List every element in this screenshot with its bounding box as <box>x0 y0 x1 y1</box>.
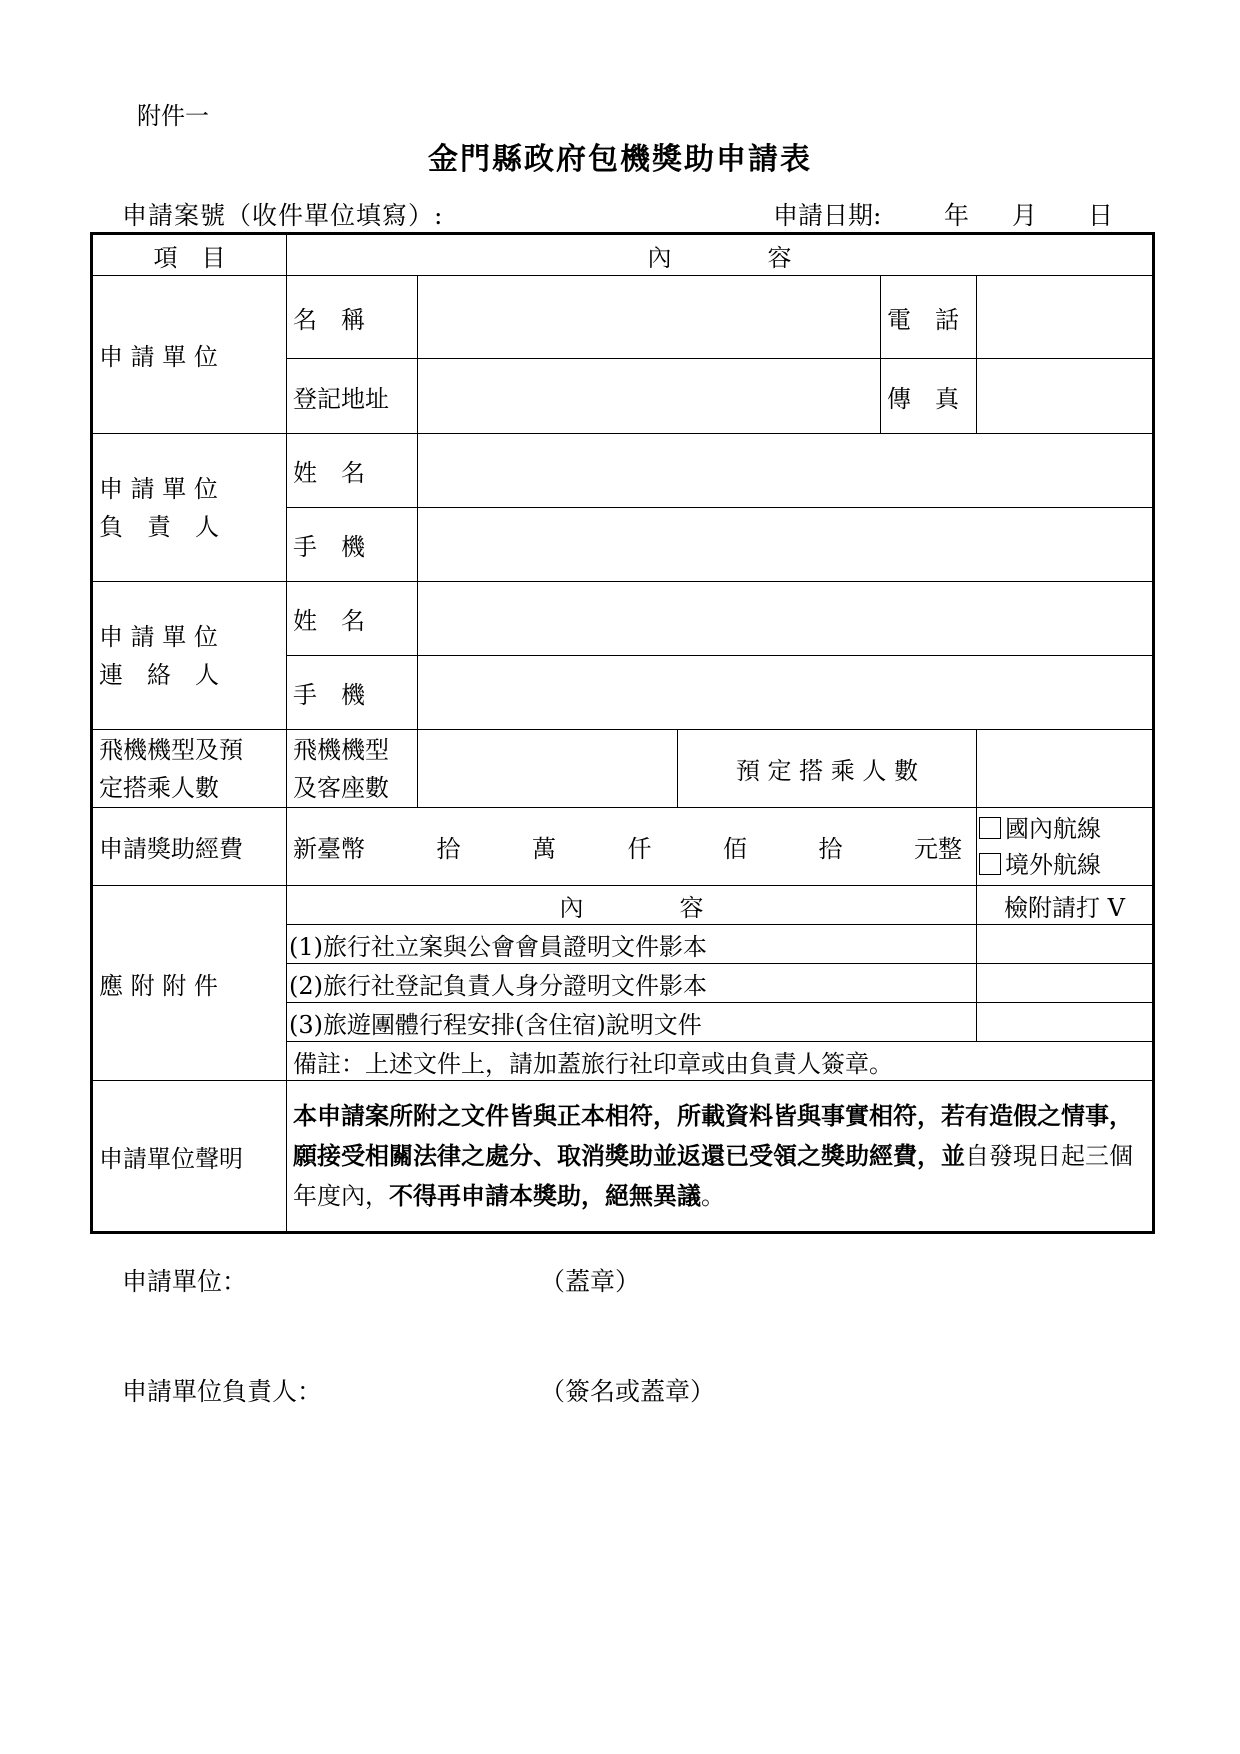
fax-label: 傳 真 <box>881 359 977 434</box>
contact-mobile-label: 手 機 <box>287 656 418 730</box>
passenger-count-field[interactable] <box>977 730 1154 808</box>
date-year-label: 年 <box>944 201 970 230</box>
unit-hundred: 佰 <box>723 835 747 863</box>
declaration-bold-part1: 本申請案所附之文件皆與正本相符，所載資料皆與事實相符，若有造假之情事，願接受相關法律之處分、取消獎助並返還已受領之獎助經費，並 <box>293 1101 1133 1170</box>
unit-dollars: 元整 <box>914 835 962 863</box>
contact-label-line1: 申 請 單 位 <box>99 622 218 651</box>
aircraft-type-label <box>287 730 418 808</box>
attachments-content-header: 內 容 <box>287 886 977 925</box>
contact-name-field[interactable] <box>418 582 1154 656</box>
application-date-label: 申請日期: <box>773 201 882 230</box>
unit-ten-thousand-tens: 拾 <box>436 835 461 863</box>
aircraft-type-line2: 及客座數 <box>293 773 389 802</box>
phone-label: 電 話 <box>881 276 977 359</box>
route-type-cell <box>977 808 1154 886</box>
unit-ten-thousand: 萬 <box>532 835 556 863</box>
responsible-name-field[interactable] <box>418 434 1154 508</box>
attachment-item: (1)旅行社立案與公會會員證明文件影本 <box>287 925 977 964</box>
attachments-check-header: 檢附請打 V <box>977 886 1154 925</box>
content-column-header: 內 容 <box>287 234 1154 276</box>
address-field[interactable] <box>418 359 881 434</box>
aircraft-label-line2: 定搭乘人數 <box>99 773 219 802</box>
responsible-mobile-label: 手 機 <box>287 508 418 582</box>
attachment-check-cell[interactable] <box>977 1003 1154 1042</box>
funding-label: 申請獎助經費 <box>92 808 287 886</box>
international-checkbox[interactable] <box>979 853 1001 875</box>
responsible-person-label <box>92 434 287 582</box>
unit-thousand: 仟 <box>627 835 652 863</box>
attachment-item: (2)旅行社登記負責人身分證明文件影本 <box>287 964 977 1003</box>
attachments-label <box>92 886 287 1081</box>
attachment-check-cell[interactable] <box>977 964 1154 1003</box>
international-route-option[interactable]: 境外航線 <box>979 847 1150 883</box>
declaration-bold-part2: 不得再申請本獎助，絕無異議 <box>389 1181 701 1210</box>
aircraft-type-line1: 飛機機型 <box>293 735 389 764</box>
responsible-signature-label: 申請單位負責人： <box>122 1377 323 1406</box>
declaration-normal-part: 自發現日起三個年度內， <box>293 1142 1133 1210</box>
item-column-header: 項 目 <box>92 234 287 276</box>
contact-person-label <box>92 582 287 730</box>
responsible-label-line1: 申 請 單 位 <box>99 474 218 503</box>
sign-or-seal-label: （簽名或蓋章） <box>540 1377 716 1406</box>
responsible-label-line2: 負 責 人 <box>99 512 219 541</box>
domestic-checkbox[interactable] <box>979 817 1001 839</box>
aircraft-label-line1: 飛機機型及預 <box>99 735 243 764</box>
unit-name-label: 名 稱 <box>287 276 418 359</box>
unit-ten: 拾 <box>818 835 843 863</box>
fax-field[interactable] <box>977 359 1154 434</box>
applicant-unit-label-text: 申 請 單 位 <box>99 343 218 371</box>
date-month-label: 月 <box>1012 201 1038 230</box>
address-label: 登記地址 <box>287 359 418 434</box>
contact-label-line2: 連 絡 人 <box>99 660 219 689</box>
applicant-unit-label <box>92 276 287 434</box>
attachments-label-text: 應 附 附 件 <box>99 971 218 1000</box>
attachment-item: (3)旅遊團體行程安排(含住宿)說明文件 <box>287 1003 977 1042</box>
declaration-end: 。 <box>701 1182 725 1210</box>
application-form-table <box>90 232 1155 1234</box>
funding-amount-field[interactable] <box>287 808 977 886</box>
unit-name-field[interactable] <box>418 276 881 359</box>
domestic-route-option[interactable]: 國內航線 <box>979 811 1150 847</box>
aircraft-type-field[interactable] <box>418 730 678 808</box>
annex-label: 附件一 <box>137 102 209 130</box>
declaration-label: 申請單位聲明 <box>92 1081 287 1233</box>
aircraft-label <box>92 730 287 808</box>
date-day-label: 日 <box>1088 201 1114 230</box>
phone-field[interactable] <box>977 276 1154 359</box>
responsible-name-label: 姓 名 <box>287 434 418 508</box>
seal-label: （蓋章） <box>540 1267 641 1296</box>
attachment-check-cell[interactable] <box>977 925 1154 964</box>
currency-label: 新臺幣 <box>293 835 365 863</box>
declaration-text <box>287 1081 1154 1233</box>
contact-mobile-field[interactable] <box>418 656 1154 730</box>
applicant-unit-signature-label: 申請單位： <box>122 1267 248 1296</box>
attachments-note: 備註：上述文件上，請加蓋旅行社印章或由負責人簽章。 <box>287 1042 1154 1081</box>
case-number-label: 申請案號（收件單位填寫）: <box>122 201 444 230</box>
responsible-mobile-field[interactable] <box>418 508 1154 582</box>
contact-name-label: 姓 名 <box>287 582 418 656</box>
passenger-count-label: 預 定 搭 乘 人 數 <box>678 730 977 808</box>
form-title: 金門縣政府包機獎助申請表 <box>428 142 812 177</box>
